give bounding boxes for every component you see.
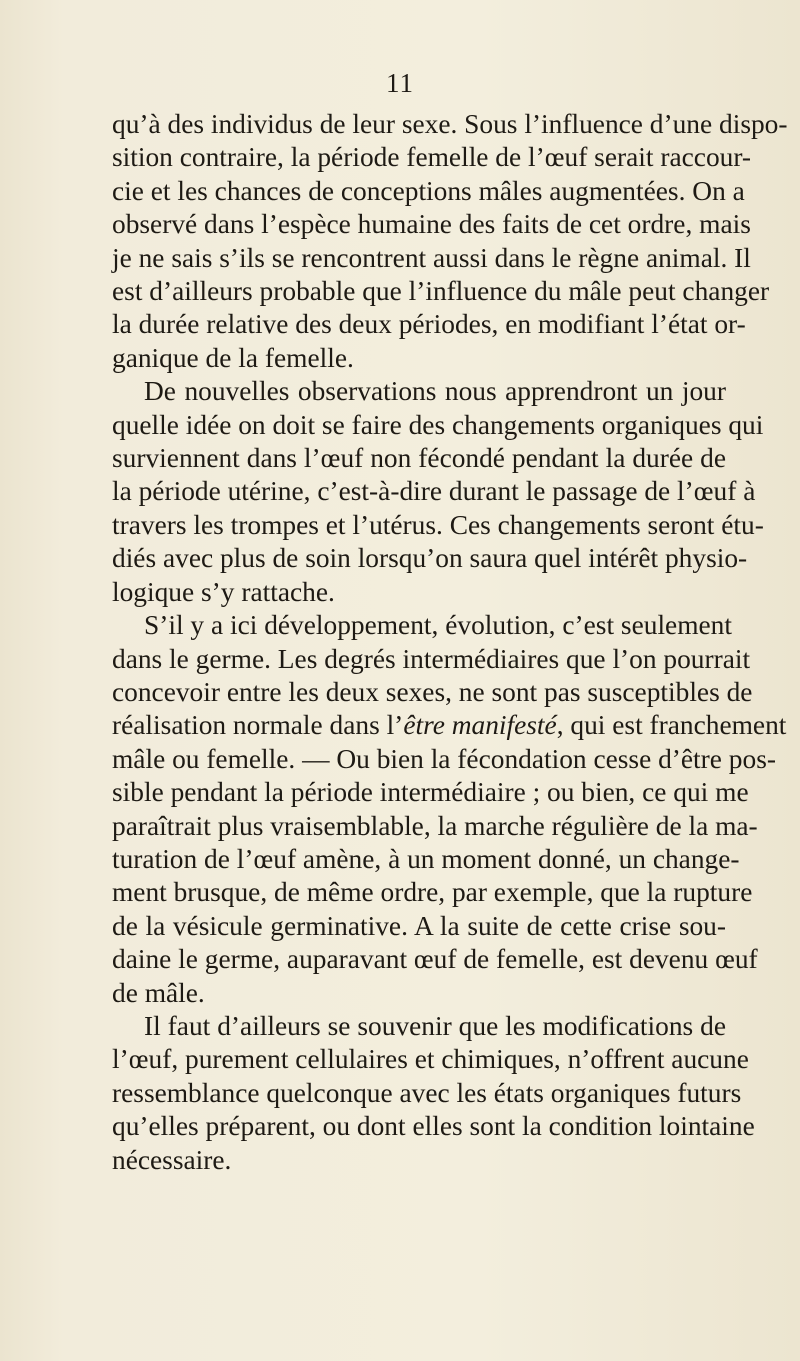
text-line: surviennent dans l’œuf non fécondé pendant la durée de [112, 443, 726, 474]
text-line: ressemblance quelconque avec les états organiques futurs [112, 1077, 742, 1108]
text-line: sible pendant la période intermédiaire ; ou bien, ce qui me [112, 777, 749, 808]
text-line: Il faut d’ailleurs se souvenir que les modifications de [144, 1010, 726, 1041]
text-line: ment brusque, de même ordre, par exemple, que la rupture [112, 877, 753, 908]
text-line: logique s’y rattache. [112, 576, 335, 607]
paragraph [112, 375, 764, 609]
text-line: ganique de la femelle. [112, 342, 354, 373]
text-line: quelle idée on doit se faire des changements organiques qui [112, 409, 764, 440]
page-number: 11 [386, 68, 414, 98]
text-line: observé dans l’espèce humaine des faits de cet ordre, mais [112, 209, 751, 240]
text-line: sition contraire, la période femelle de l’œuf serait raccour- [112, 142, 752, 173]
text-line: diés avec plus de soin lorsqu’on saura quel intérêt physio- [112, 543, 748, 574]
paragraph [112, 108, 788, 375]
text-line: réalisation normale dans l’être manifesté, qui est franchement [112, 710, 787, 741]
text-line: est d’ailleurs probable que l’influence du mâle peut changer [112, 276, 770, 307]
text-line: De nouvelles observations nous apprendront un jour [144, 376, 726, 407]
text-line: paraîtrait plus vraisemblable, la marche régulière de la ma- [112, 810, 758, 841]
text-line: la durée relative des deux périodes, en modifiant l’état or- [112, 309, 746, 340]
text-line: S’il y a ici développement, évolution, c’est seulement [144, 610, 732, 641]
italic-phrase: être manifesté [403, 710, 557, 741]
text-line: qu’à des individus de leur sexe. Sous l’influence d’une dispo- [112, 109, 788, 139]
body-text [112, 108, 788, 1177]
text-line: la période utérine, c’est-à-dire durant le passage de l’œuf à [112, 476, 756, 507]
text-line: cie et les chances de conceptions mâles augmentées. On a [112, 175, 745, 206]
text-line: je ne sais s’ils se rencontrent aussi dans le règne animal. Il [112, 242, 751, 273]
text-line: daine le germe, auparavant œuf de femelle, est devenu œuf [112, 944, 758, 975]
text-line: l’œuf, purement cellulaires et chimiques, n’offrent aucune [112, 1044, 749, 1075]
text-line: mâle ou femelle. — Ou bien la fécondation cesse d’être pos- [112, 743, 776, 774]
text-line: de mâle. [112, 977, 205, 1008]
text-line: travers les trompes et l’utérus. Ces changements seront étu- [112, 509, 764, 540]
paragraph [112, 609, 787, 1010]
paragraph [112, 1010, 755, 1177]
text-line: turation de l’œuf amène, à un moment donné, un change- [112, 843, 740, 874]
text-line: nécessaire. [112, 1144, 232, 1175]
text-line: de la vésicule germinative. A la suite de cette crise sou- [112, 910, 726, 941]
text-line: dans le germe. Les degrés intermédiaires que l’on pourrait [112, 643, 751, 674]
text-line: qu’elles préparent, ou dont elles sont la condition lointaine [112, 1111, 755, 1142]
text-line: concevoir entre les deux sexes, ne sont pas susceptibles de [112, 676, 753, 707]
